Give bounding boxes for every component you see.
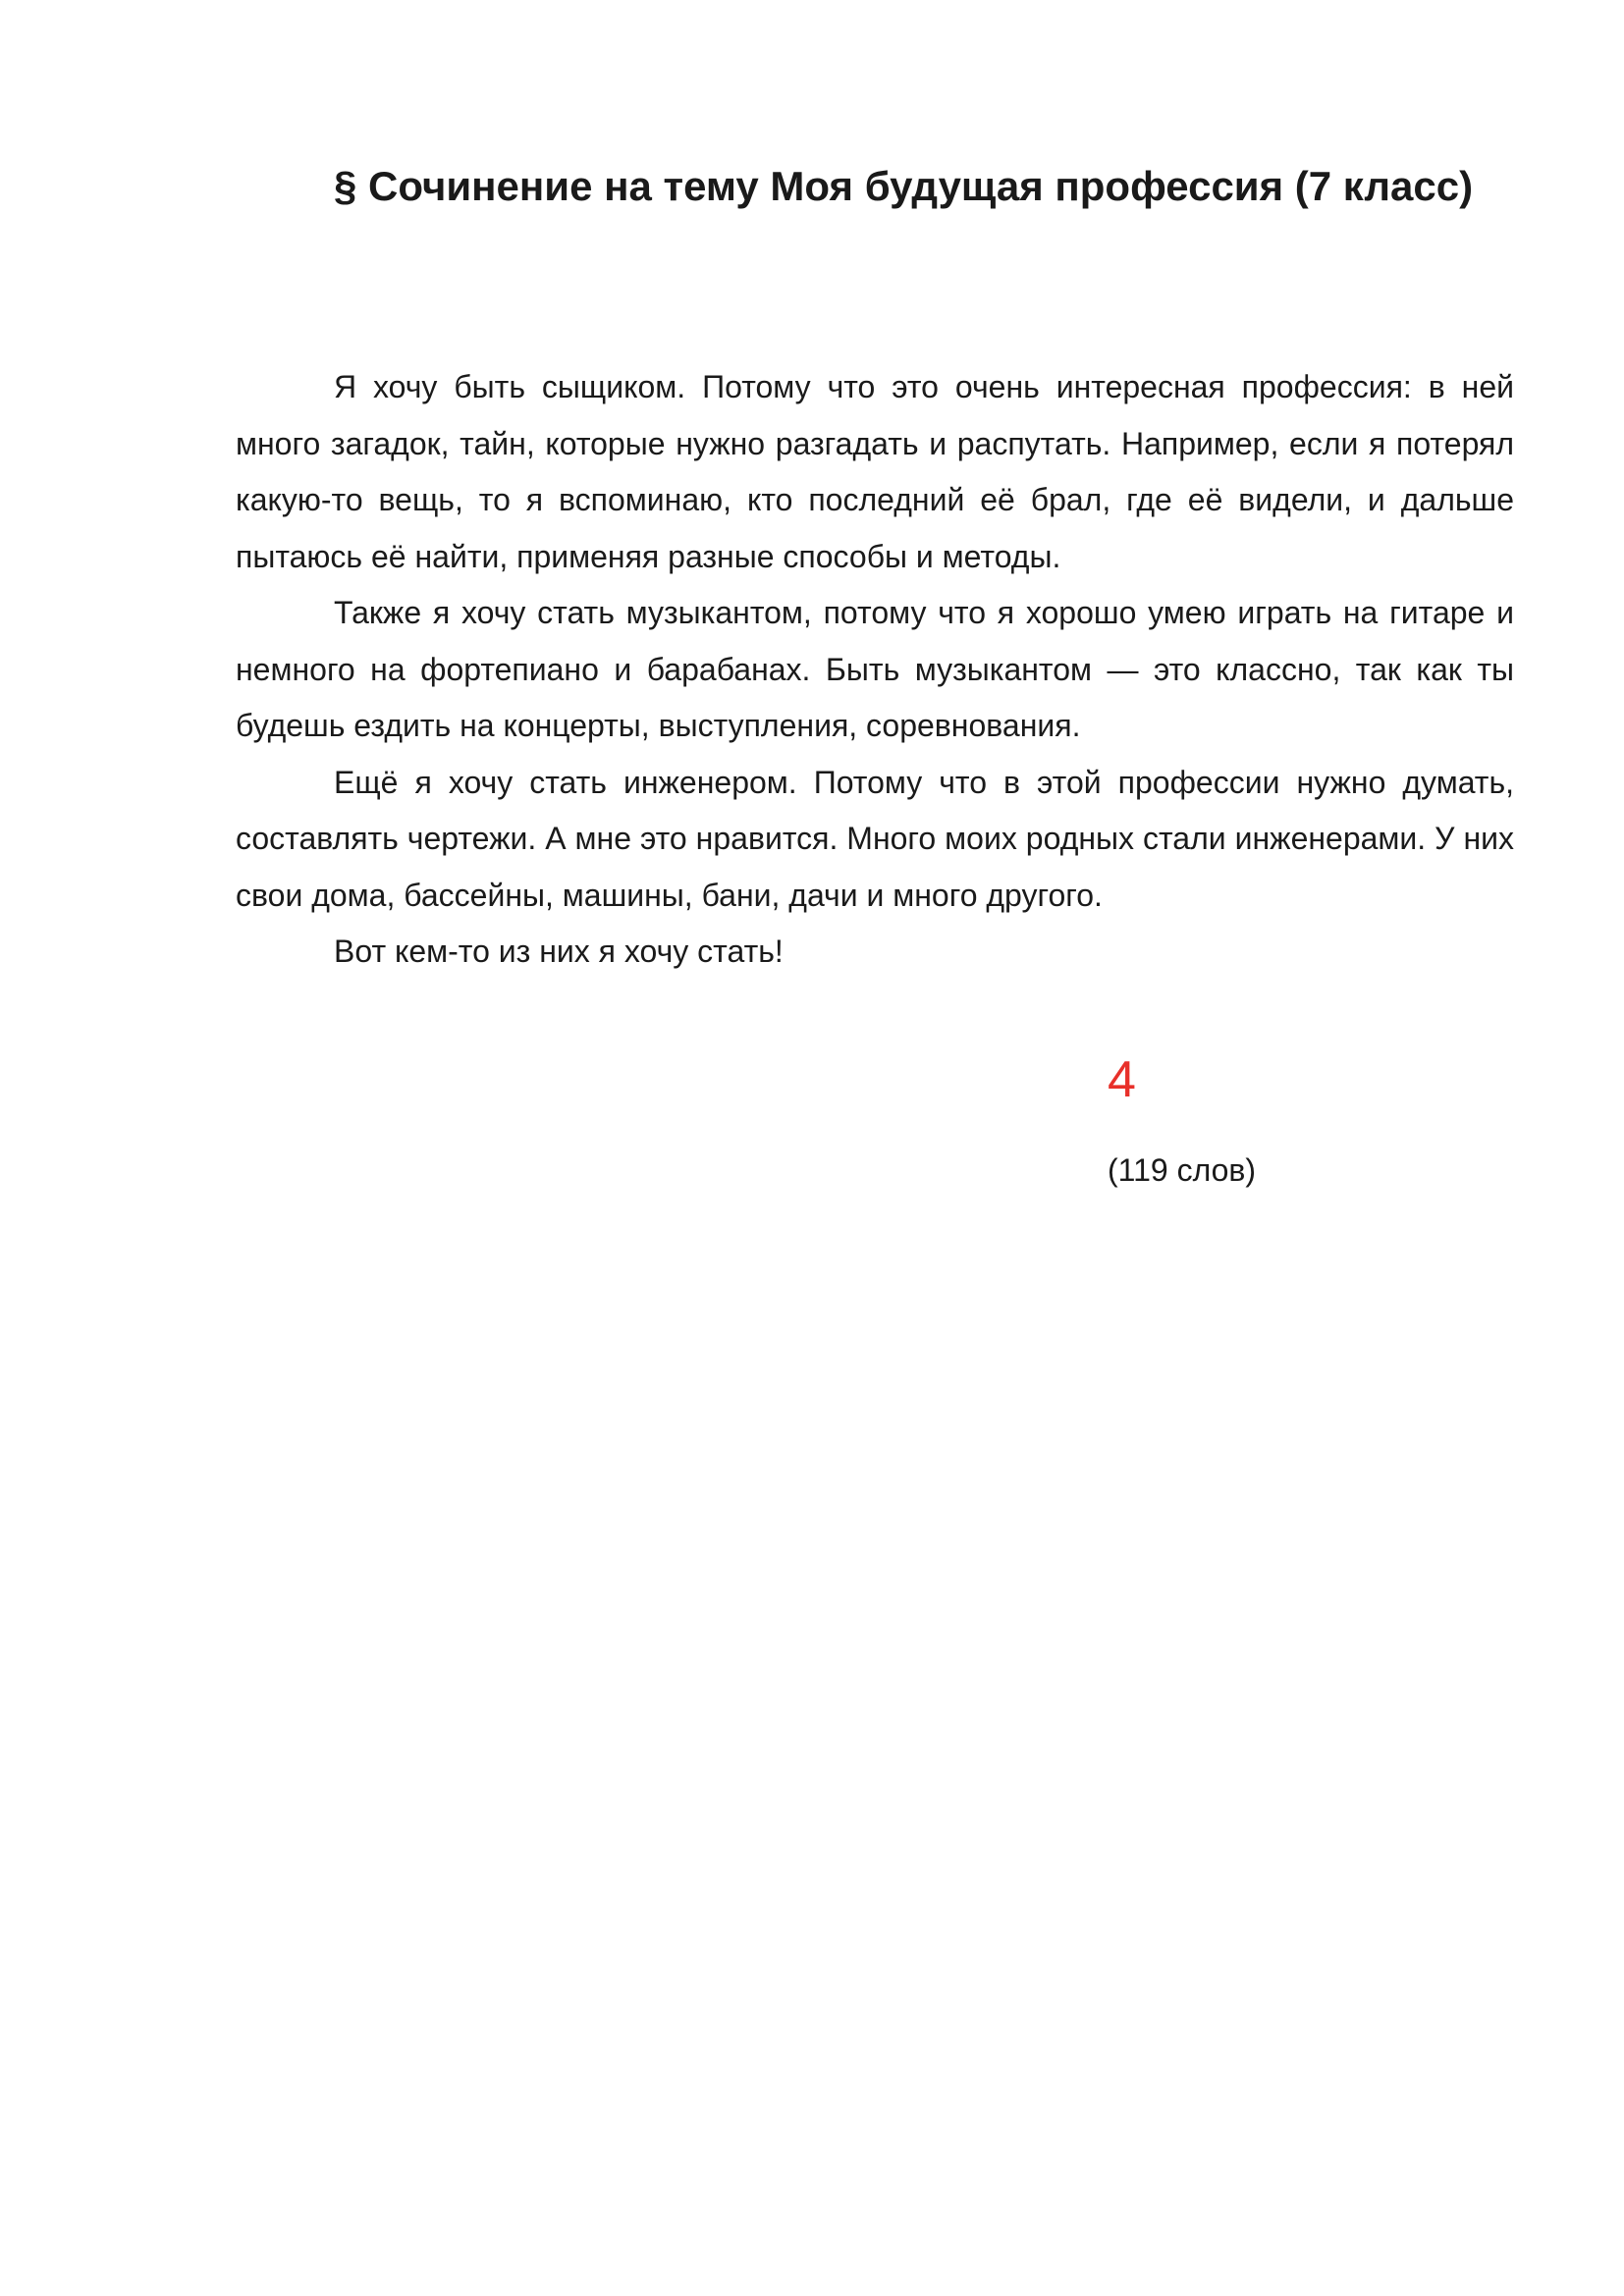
grade-mark: 4	[1108, 1051, 1136, 1108]
paragraph-1: Я хочу быть сыщиком. Потому что это очень интересная профессия: в ней много загадок, тайн, которые нужно разгадать и распутать. Например, если я потерял какую-то вещь, то я вспоминаю, кто последний её брал, где её видели, и дальше пытаюсь её найти, применяя разные способы и методы.	[236, 369, 1514, 574]
paragraph-2: Также я хочу стать музыкантом, потому что я хорошо умею играть на гитаре и немного на фортепиано и барабанах. Быть музыкантом — это классно, так как ты будешь ездить на концерты, выступления, соревнования.	[236, 595, 1514, 743]
essay-body	[236, 359, 1514, 981]
word-count: (119 слов)	[1108, 1152, 1257, 1188]
paragraph-4: Вот кем-то из них я хочу стать!	[334, 934, 784, 969]
paragraph-3: Ещё я хочу стать инженером. Потому что в этой профессии нужно думать, составлять чертежи. А мне это нравится. Много моих родных стали инженерами. У них свои дома, бассейны, машины, бани, дачи и много другого.	[236, 764, 1514, 913]
document-title: § Сочинение на тему Моя будущая профессия (7 класс)	[334, 163, 1474, 209]
